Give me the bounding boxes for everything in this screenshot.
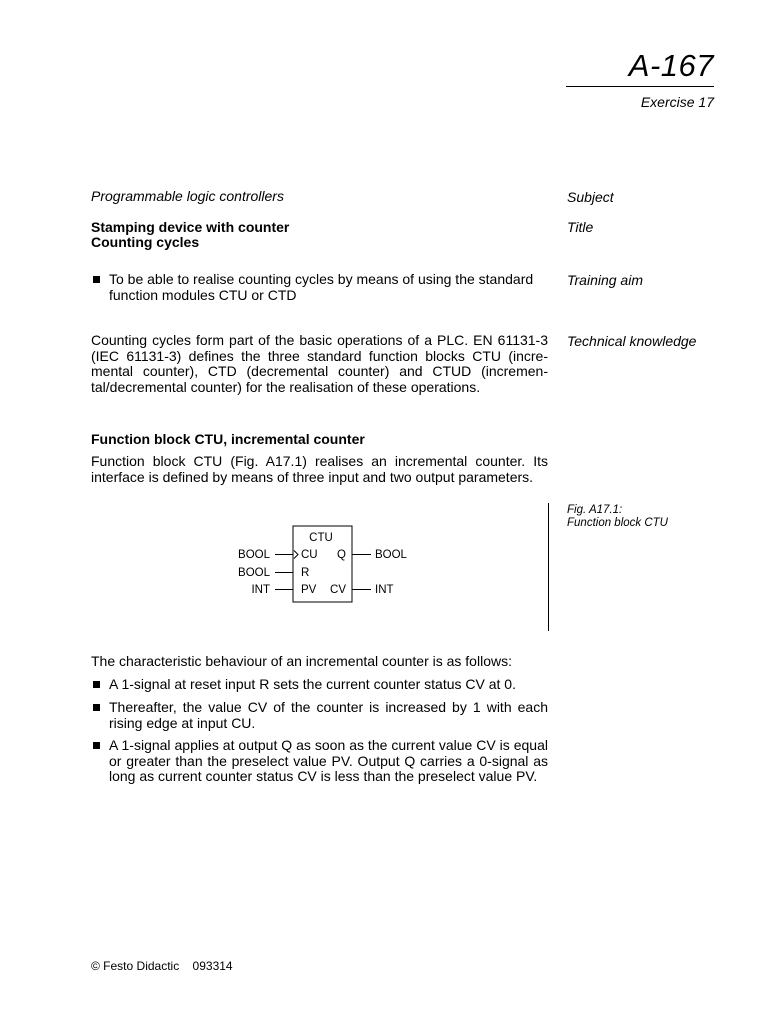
footer xyxy=(91,959,233,973)
input-pin-pv: PV xyxy=(301,584,317,596)
footer-code: 093314 xyxy=(192,959,233,973)
behaviour-bullet-3 xyxy=(91,738,548,785)
behaviour-bullet-3-text: A 1-signal applies at output Q as soon as the current value CV is equal or greater than the preselect value PV. Output Q carries a 0-signal as long as current counter status CV is less than the preselect value PV. xyxy=(109,737,548,784)
behaviour-bullet-2-text: Thereafter, the value CV of the counter is increased by 1 with each rising edge at input CU. xyxy=(109,699,548,731)
bullet-square-icon xyxy=(93,704,100,711)
training-aim-label: Training aim xyxy=(567,272,643,288)
subject-value: Programmable logic controllers xyxy=(91,188,284,204)
input-type-pv: INT xyxy=(251,584,270,596)
output-pin-q: Q xyxy=(337,549,346,561)
footer-copyright: © Festo Didactic xyxy=(91,959,180,973)
bullet-square-icon xyxy=(93,742,100,749)
rising-edge-icon xyxy=(294,551,298,559)
behaviour-bullet-1 xyxy=(91,677,548,693)
behaviour-intro: The characteristic behaviour of an incremental counter is as follows: xyxy=(91,653,512,669)
input-type-r: BOOL xyxy=(238,567,270,579)
figure-caption-number: Fig. A17.1: xyxy=(567,504,623,516)
figure-caption-title: Function block CTU xyxy=(567,517,668,529)
behaviour-bullet-1-text: A 1-signal at reset input R sets the current counter status CV at 0. xyxy=(109,676,516,692)
bullet-square-icon xyxy=(93,681,100,688)
output-type-q: BOOL xyxy=(375,549,407,561)
title-line-2: Counting cycles xyxy=(91,234,200,250)
input-pin-cu: CU xyxy=(301,549,318,561)
exercise-label: Exercise 17 xyxy=(640,94,714,110)
output-pin-cv: CV xyxy=(330,584,346,596)
input-type-cu: BOOL xyxy=(238,549,270,561)
output-type-cv: INT xyxy=(375,584,394,596)
ctu-intro: Function block CTU (Fig. A17.1) realises an incremental counter. Its interface is defined by means of three input and two output parameters. xyxy=(91,453,548,485)
technical-knowledge-label: Technical knowledge xyxy=(567,333,697,349)
input-pin-r: R xyxy=(301,567,310,579)
knowledge-paragraph: Counting cycles form part of the basic operations of a PLC. EN 61131-3 (IEC 61131-3) defines the three standard function blocks CTU (incre-mental counter), CTD (decremental counter) and CTUD (incremen-tal/decremental counter) for the realisation of these operations. xyxy=(91,332,548,395)
ctu-heading: Function block CTU, incremental counter xyxy=(91,431,365,447)
behaviour-bullet-2 xyxy=(91,700,548,731)
aim-bullet-text: To be able to realise counting cycles by means of using the standard function modules CTU or CTD xyxy=(109,271,534,303)
page-number: A-167 xyxy=(628,48,714,83)
title-label: Title xyxy=(567,219,594,235)
subject-label: Subject xyxy=(567,189,614,205)
ctu-block-name: CTU xyxy=(309,532,333,544)
title-line-1: Stamping device with counter xyxy=(91,219,290,235)
